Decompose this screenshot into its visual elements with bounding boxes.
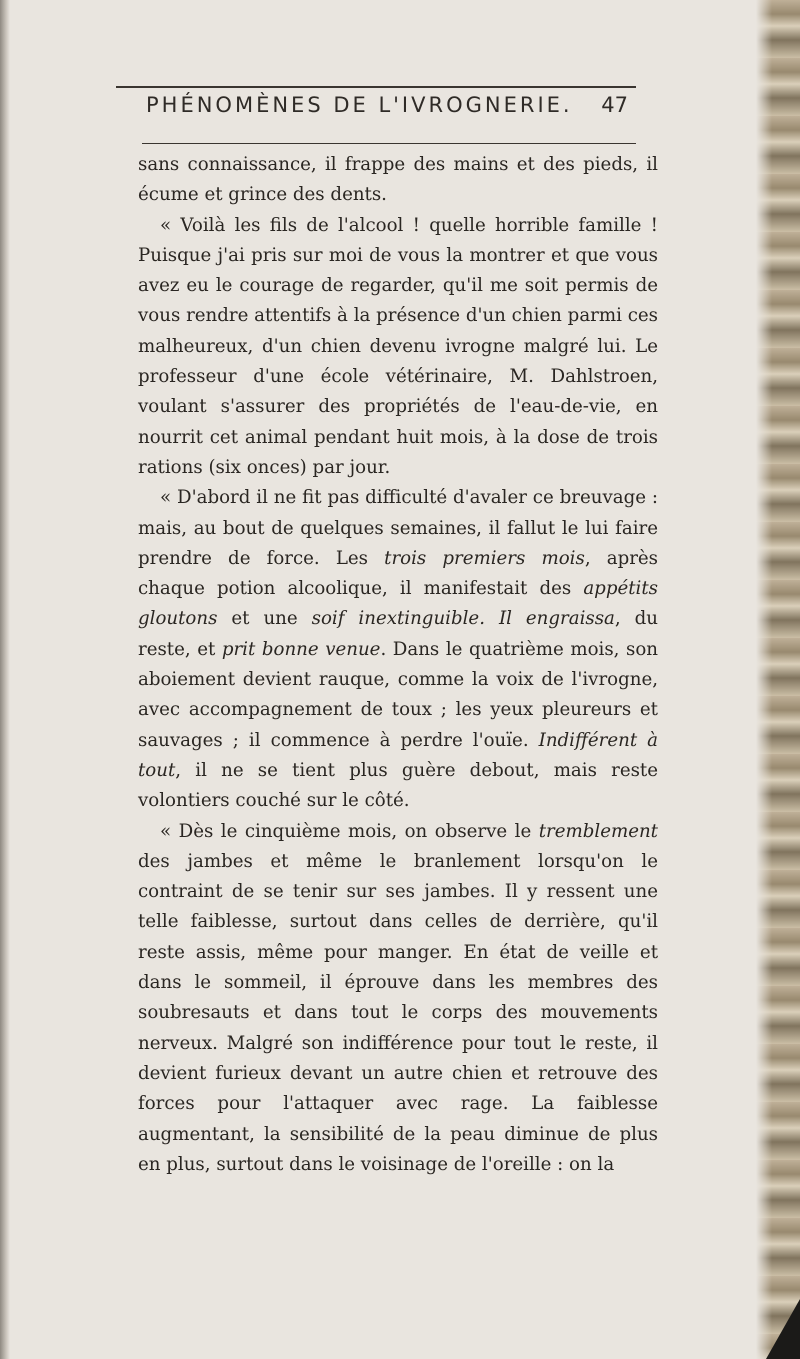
italic-phrase: trois premiers mois xyxy=(384,547,585,569)
page-number: 47 xyxy=(601,93,628,117)
text-run: et une xyxy=(217,608,312,630)
italic-phrase: Indifférent à tout xyxy=(138,729,658,781)
italic-phrase: tremblement xyxy=(538,820,658,842)
book-spine-edge xyxy=(756,0,800,1359)
text-run: « Dès le cinquième mois, on observe le xyxy=(160,820,539,842)
text-run: , il ne se tient plus guère debout, mais reste volontiers couché sur le côté. xyxy=(138,759,658,812)
text-run: « D'abord il ne fit pas difficulté d'avaler ce breuvage : mais, au bout de quelques semaines, il fallut le lui faire prendre de force. Les xyxy=(138,487,658,569)
italic-phrase: appétits gloutons xyxy=(138,578,658,630)
text-run: . Dans le quatrième mois, son aboiement devient rauque, comme la voix de l'ivrogne, avec accompagnement de toux ; les yeux pleureurs et sauvages ; il commence à perdre l'ouïe. xyxy=(138,638,659,751)
paragraph xyxy=(138,150,658,211)
text-run: des jambes et même le branlement lorsqu'on le contraint de se tenir sur ses jambes. Il y ressent une telle faiblesse, surtout dans celles de derrière, qu'il reste assis, même pour manger. En état de veille et dans le sommeil, il éprouve dans les membres des soubresauts et dans tout le corps des mouvements nerveux. Malgré son indifférence pour tout le reste, il devient furieux devant un autre chien et retrouve des forces pour l'attaquer avec rage. La faiblesse augmentant, la sensibilité de la peau diminue de plus en plus, surtout dans le voisinage de l'oreille : on la xyxy=(138,850,658,1175)
paragraph xyxy=(138,817,658,1181)
running-header xyxy=(116,70,636,122)
paragraph xyxy=(138,483,658,816)
running-title: PHÉNOMÈNES DE L'IVROGNERIE. xyxy=(146,93,573,117)
text-run: sans connaissance, il frappe des mains et des pieds, il écume et grince des dents. xyxy=(138,154,658,206)
text-run: , après chaque potion alcoolique, il manifestait des xyxy=(138,547,659,600)
header-bottom-rule xyxy=(142,143,636,144)
body-text xyxy=(138,150,658,1180)
italic-phrase: prit bonne venue xyxy=(221,638,381,660)
text-run: , du reste, et xyxy=(138,608,659,660)
page-left-edge xyxy=(0,0,10,1359)
text-run: « Voilà les fils de l'alcool ! quelle horrible famille ! Puisque j'ai pris sur moi de vous la montrer et que vous avez eu le courage de regarder, qu'il me soit permis de vous rendre attentifs à la présence d'un chien parmi ces malheureux, d'un chien devenu ivrogne malgré lui. Le professeur d'une école vétérinaire, M. Dahlstroen, voulant s'assurer des propriétés de l'eau-de-vie, en nourrit cet animal pendant huit mois, à la dose de trois rations (six onces) par jour. xyxy=(138,214,658,478)
header-top-rule xyxy=(116,86,636,88)
book-page xyxy=(116,70,659,1175)
paragraph xyxy=(138,211,658,484)
italic-phrase: soif inextinguible. Il engraissa xyxy=(311,608,615,630)
